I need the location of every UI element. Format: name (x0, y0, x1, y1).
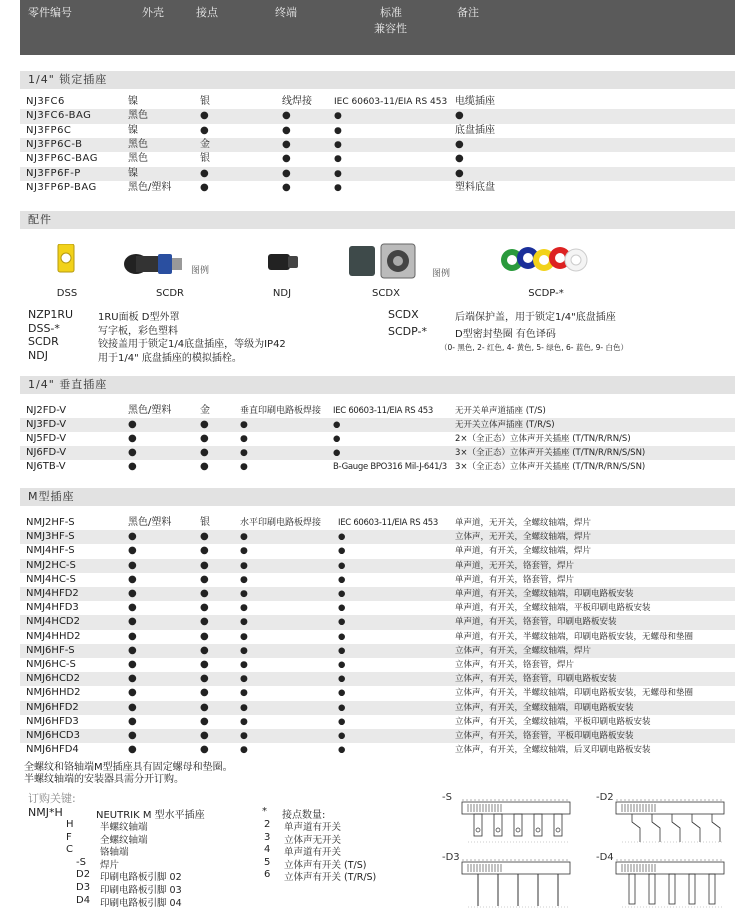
table-cell: NMJ6HFD3 (26, 715, 79, 727)
ndj-image (266, 250, 300, 274)
table-cell: ● (128, 531, 137, 543)
table-cell: NMJ6HFD2 (26, 701, 79, 713)
table-cell: 银 (200, 517, 210, 528)
table-cell: NMJ4HFD3 (26, 602, 79, 614)
accessory-desc: D型密封垫圈 有色译码 (455, 329, 556, 340)
table-cell: 无开关单声道插座 (T/S) (455, 406, 546, 416)
table-row (20, 559, 735, 573)
table-cell: ● (128, 433, 137, 444)
order-code-desc: 半螺纹轴端 (100, 822, 148, 833)
order-brand: NEUTRIK M 型水平插座 (96, 810, 205, 821)
table-row (20, 181, 735, 195)
header-shell: 外壳 (142, 6, 164, 19)
table-cell: ● (128, 730, 137, 741)
table-row (20, 404, 735, 418)
accessory-desc: 后端保护盖，用于锁定1/4"底盘插座 (455, 312, 616, 323)
table-row (20, 743, 735, 757)
section-title-accessories: 配件 (20, 211, 735, 229)
table-cell: ● (128, 447, 137, 458)
table-cell: ● (282, 153, 291, 165)
diagram-s (438, 792, 584, 850)
scdp-image (498, 244, 594, 278)
table-cell: 黑色 (128, 110, 148, 122)
diagram-label: -D2 (596, 792, 614, 803)
table-cell: NMJ6HCD3 (26, 730, 80, 741)
table-cell: ● (200, 701, 209, 713)
table-cell: 单声道，有开关，全螺纹轴端，平板印刷电路板安装 (455, 603, 651, 614)
order-code-desc: 印刷电路板引脚 03 (100, 885, 182, 896)
accessory-code: SCDR (28, 335, 59, 348)
table-cell: 镍 (128, 124, 138, 136)
m-type-note-1: 全螺纹和铬轴端M型插座具有固定螺母和垫圈。 (24, 762, 233, 773)
header-term: 终端 (275, 6, 297, 19)
order-code: D2 (76, 869, 91, 881)
table-cell: ● (128, 659, 137, 670)
contact-number: 5 (264, 856, 271, 868)
table-row (20, 672, 735, 686)
table-cell: ● (338, 546, 346, 557)
table-cell: ● (240, 674, 248, 685)
table-cell: ● (334, 111, 342, 122)
table-cell: NMJ4HF-S (26, 545, 75, 557)
table-cell: ● (338, 745, 346, 756)
table-cell: ● (240, 688, 248, 699)
table-cell: NJ3FP6C (26, 124, 72, 136)
table-cell: ● (200, 433, 209, 444)
accessory-desc: 写字板，彩色塑料 (98, 325, 178, 337)
table-cell: 立体声，无开关，全螺纹轴端，焊片 (455, 532, 592, 543)
scdr-label: SCDR (156, 288, 184, 299)
table-row (20, 124, 735, 138)
table-cell: 立体声，有开关，铬套管，焊片 (455, 660, 575, 670)
contact-number: 3 (264, 831, 271, 843)
accessory-code: NDJ (28, 348, 48, 362)
table-cell: 3×（全正态）立体声开关插座 (T/TN/R/RN/S/SN) (455, 448, 646, 458)
scdx-image (345, 242, 431, 280)
table-cell: NMJ6HHD2 (26, 687, 81, 699)
table-cell: ● (240, 617, 248, 628)
table-cell: ● (240, 434, 248, 444)
diagram-label: -D3 (442, 852, 460, 863)
table-cell: NMJ6HCD2 (26, 673, 80, 685)
table-row (20, 530, 735, 544)
terminal-drawing (438, 852, 584, 910)
table-cell: ● (240, 532, 248, 543)
table-cell: ● (240, 631, 248, 642)
table-cell: ● (338, 660, 346, 670)
table-row (20, 658, 735, 672)
table-cell: ● (128, 715, 137, 727)
table-cell: 单声道，无开关，全螺纹轴端，焊片 (455, 518, 592, 528)
table-cell: ● (200, 545, 209, 557)
scdx-caption: 图例 (432, 269, 451, 279)
table-cell: ● (240, 462, 248, 472)
table-cell: ● (128, 744, 137, 756)
m-type-note-2: 半螺纹轴端的安装器具需分开订购。 (24, 774, 184, 785)
header-std: 标准 (380, 6, 402, 19)
scdp-label: SCDP-* (528, 288, 564, 299)
table-cell: 镍 (128, 96, 138, 107)
accessory-code: SCDX (388, 308, 419, 321)
table-cell: ● (128, 573, 137, 585)
table-cell: NJ3FP6C-BAG (26, 153, 98, 165)
table-cell: 2×（全正态）立体声开关插座 (T/TN/R/RN/S) (455, 434, 631, 444)
table-row (20, 432, 735, 446)
table-cell: 单声道，有开关，半螺纹轴端，印刷电路板安装，无螺母和垫圈 (455, 631, 694, 642)
table-cell: ● (240, 731, 248, 741)
order-code-desc: 印刷电路板引脚 02 (100, 872, 182, 884)
table-cell: ● (334, 154, 342, 165)
table-cell: ● (200, 110, 209, 122)
terminal-drawing (592, 792, 738, 850)
table-cell: 银 (200, 96, 210, 107)
table-cell: ● (128, 545, 137, 557)
table-cell: 立体声，有开关，全螺纹轴端，后叉印刷电路板安装 (455, 745, 651, 756)
table-cell: ● (333, 448, 341, 458)
table-cell: 立体声，有开关，全螺纹轴端，平板印刷电路板安装 (455, 716, 651, 727)
table-cell: 黑色 (128, 138, 148, 150)
table-cell: 黑色 (128, 153, 148, 165)
table-cell: NMJ6HFD4 (26, 744, 79, 756)
accessory-code: SCDP-* (388, 325, 427, 338)
table-cell: ● (240, 574, 248, 585)
table-cell: ● (334, 139, 342, 150)
table-cell: ● (128, 419, 137, 430)
table-cell: B-Gauge BPO316 Mil-J-641/3 (333, 462, 447, 472)
order-code-desc: 铬轴端 (100, 847, 129, 859)
contact-desc: 立体声有开关 (T/R/S) (284, 872, 377, 884)
table-cell: ● (282, 110, 291, 122)
contact-number: 6 (264, 869, 271, 881)
table-cell: 金 (200, 405, 210, 416)
table-cell: ● (200, 630, 209, 642)
table-row (20, 573, 735, 587)
table-row (20, 715, 735, 729)
table-row (20, 544, 735, 558)
table-row (20, 446, 735, 460)
table-cell: ● (338, 688, 346, 699)
table-cell: ● (200, 573, 209, 585)
table-cell: ● (200, 673, 209, 685)
table-cell: 立体声，有开关，全螺纹轴端，焊片 (455, 645, 592, 656)
contact-desc: 单声道有开关 (284, 847, 342, 859)
table-cell: ● (338, 631, 346, 642)
diagram-d3 (438, 852, 584, 910)
table-cell: ● (338, 574, 346, 585)
scdr-caption: 图例 (191, 266, 210, 276)
table-cell: ● (455, 138, 464, 150)
table-cell: ● (200, 687, 209, 699)
table-cell: 水平印刷电路板焊接 (240, 518, 322, 528)
table-cell: NJ3FP6P-BAG (26, 181, 97, 193)
table-row (20, 701, 735, 715)
table-cell: ● (333, 420, 341, 430)
table-row (20, 418, 735, 432)
header-note: 备注 (457, 6, 479, 19)
table-cell: ● (200, 419, 209, 430)
table-cell: 电缆插座 (455, 96, 495, 107)
contacts-title: 接点数量: (282, 810, 326, 821)
table-cell: ● (240, 645, 248, 656)
table-cell: ● (338, 731, 346, 741)
table-row (20, 644, 735, 658)
table-cell: NMJ4HCD2 (26, 616, 80, 628)
table-cell: NJ3FC6 (26, 96, 65, 107)
table-cell: 底盘插座 (455, 124, 495, 136)
table-cell: ● (200, 167, 209, 179)
order-code: -S (76, 856, 86, 868)
table-row (20, 167, 735, 181)
table-cell: IEC 60603-11/EIA RS 453 (338, 518, 439, 528)
ndj-label: NDJ (272, 288, 292, 299)
table-cell: 塑料底盘 (455, 181, 495, 193)
table-cell: ● (282, 124, 291, 136)
table-cell: ● (128, 673, 137, 685)
table-cell: 单声道，无开关，铬套管，焊片 (455, 560, 575, 571)
color-codes-note: （0- 黑色, 2- 红色, 4- 黄色, 5- 绿色, 6- 蓝色, 9- 白色） (440, 343, 629, 352)
table-cell: NMJ4HHD2 (26, 630, 81, 642)
accessory-desc: 铰接盖用于锁定1/4底盘插座，等级为IP42 (98, 339, 286, 350)
table-cell: 线焊接 (282, 96, 312, 107)
diagram-label: -S (442, 792, 452, 803)
header-compat: 兼容性 (374, 22, 407, 35)
table-cell: 垂直印刷电路板焊接 (240, 406, 322, 416)
order-code: D3 (76, 882, 91, 893)
table-cell: 立体声，有开关，全螺纹轴端，印刷电路板安装 (455, 702, 634, 713)
table-cell: NJ3FD-V (26, 419, 67, 430)
terminal-drawing (592, 852, 738, 910)
table-cell: ● (334, 182, 342, 193)
table-row (20, 601, 735, 615)
table-cell: NJ5FD-V (26, 433, 67, 444)
table-cell: NMJ3HF-S (26, 531, 75, 543)
table-cell: ● (282, 181, 291, 193)
table-cell: ● (240, 716, 248, 727)
table-cell: NJ3FC6-BAG (26, 110, 92, 122)
order-code-desc: 印刷电路板引脚 04 (100, 897, 182, 909)
table-cell: ● (128, 602, 137, 614)
table-cell: ● (200, 531, 209, 543)
table-cell: ● (455, 153, 464, 165)
accessory-desc: 1RU面板 D型外罩 (98, 312, 180, 323)
table-cell: ● (338, 645, 346, 656)
order-prefix: NMJ*H (28, 806, 63, 819)
scdr-image (122, 246, 190, 278)
table-cell: ● (200, 447, 209, 458)
table-header (20, 0, 735, 55)
table-row (20, 109, 735, 123)
table-cell: ● (128, 461, 137, 472)
table-cell: ● (240, 589, 248, 599)
table-cell: ● (200, 659, 209, 670)
order-code: D4 (76, 894, 91, 906)
table-row (20, 587, 735, 601)
table-cell: ● (338, 702, 346, 713)
table-cell: ● (240, 603, 248, 614)
table-cell: ● (338, 532, 346, 543)
table-cell: ● (200, 602, 209, 614)
table-cell: ● (282, 167, 291, 179)
diagram-d2 (592, 792, 738, 850)
table-cell: ● (334, 168, 342, 179)
table-cell: ● (128, 559, 137, 571)
table-row (20, 95, 735, 109)
table-cell: 立体声，有开关，铬套管，平板印刷电路板安装 (455, 731, 634, 741)
table-cell: ● (128, 644, 137, 656)
contact-desc: 立体声有开关 (T/S) (284, 859, 367, 871)
diagram-label: -D4 (596, 852, 614, 863)
table-cell: NMJ2HC-S (26, 559, 76, 571)
table-cell: NMJ6HF-S (26, 644, 75, 656)
table-cell: NJ6TB-V (26, 461, 66, 472)
table-cell: ● (200, 559, 209, 571)
table-cell: ● (128, 687, 137, 699)
table-cell: 无开关立体声插座 (T/R/S) (455, 420, 555, 430)
table-cell: ● (200, 744, 209, 756)
table-cell: NJ3FP6C-B (26, 138, 83, 150)
table-cell: NJ2FD-V (26, 405, 67, 416)
order-code: H (66, 819, 74, 830)
accessory-code: NZP1RU (28, 308, 74, 321)
section-title-m-type: M型插座 (20, 488, 735, 506)
dss-image (52, 244, 82, 276)
contact-number: 4 (264, 844, 271, 856)
table-cell: 金 (200, 138, 210, 150)
table-cell: ● (200, 588, 209, 599)
table-cell: ● (200, 124, 209, 136)
table-cell: 黑色/塑料 (128, 405, 172, 416)
table-cell: ● (200, 644, 209, 656)
order-code-desc: 焊片 (100, 859, 120, 871)
table-cell: ● (455, 110, 464, 122)
order-key-title: 订购关键: (28, 792, 76, 805)
table-cell: ● (282, 138, 291, 150)
header-part: 零件编号 (28, 6, 72, 19)
table-cell: ● (240, 448, 248, 458)
table-cell: ● (338, 603, 346, 614)
table-row (20, 630, 735, 644)
accessory-code: DSS-* (28, 321, 60, 335)
diagram-d4 (592, 852, 738, 910)
section-title-locking: 1/4" 锁定插座 (20, 71, 735, 89)
table-row (20, 138, 735, 152)
table-cell: 镍 (128, 167, 138, 179)
table-cell: ● (200, 715, 209, 727)
table-cell: NMJ4HFD2 (26, 588, 79, 599)
table-cell: 3×（全正态）立体声开关插座 (T/TN/R/RN/S/SN) (455, 462, 646, 472)
table-cell: ● (455, 167, 464, 179)
table-row (20, 615, 735, 629)
table-cell: 黑色/塑料 (128, 517, 172, 528)
table-cell: 单声道，有开关，铬套管，印刷电路板安装 (455, 617, 617, 628)
table-row (20, 516, 735, 530)
contact-desc: 立体声无开关 (284, 834, 342, 846)
order-code-desc: 全螺纹轴端 (100, 834, 148, 846)
table-cell: ● (200, 181, 209, 193)
table-cell: IEC 60603-11/EIA RS 453 (334, 97, 448, 107)
table-cell: ● (338, 589, 346, 599)
order-code: C (66, 844, 73, 856)
table-cell: ● (338, 716, 346, 727)
accessory-desc: 用于1/4" 底盘插座的模拟插栓。 (98, 352, 242, 364)
table-cell: ● (128, 616, 137, 628)
table-cell: ● (200, 461, 209, 472)
header-contact: 接点 (196, 6, 218, 19)
table-cell: IEC 60603-11/EIA RS 453 (333, 406, 434, 416)
scdx-label: SCDX (372, 288, 400, 299)
table-cell: ● (240, 420, 248, 430)
table-cell: ● (240, 660, 248, 670)
table-cell: 单声道，有开关，铬套管，焊片 (455, 574, 575, 585)
table-cell: ● (128, 701, 137, 713)
table-cell: ● (240, 546, 248, 557)
table-cell: 立体声，有开关，半螺纹轴端，印刷电路板安装，无螺母和垫圈 (455, 688, 694, 699)
contact-desc: 单声道有开关 (284, 822, 342, 833)
table-row (20, 729, 735, 743)
table-cell: ● (128, 588, 137, 599)
table-cell: ● (200, 616, 209, 628)
table-cell: 黑色/塑料 (128, 181, 172, 193)
table-cell: NMJ4HC-S (26, 573, 76, 585)
table-cell: 单声道，有开关，全螺纹轴端，印刷电路板安装 (455, 589, 634, 599)
table-cell: 立体声，有开关，铬套管，印刷电路板安装 (455, 674, 617, 685)
table-row (20, 152, 735, 166)
table-cell: ● (240, 702, 248, 713)
table-cell: ● (128, 630, 137, 642)
order-code: F (66, 831, 72, 843)
table-cell: ● (338, 674, 346, 685)
table-row (20, 686, 735, 700)
table-cell: ● (240, 560, 248, 571)
order-star: * (262, 806, 267, 817)
table-cell: NJ3FP6F-P (26, 167, 81, 179)
table-cell: NMJ6HC-S (26, 659, 76, 670)
terminal-drawing (438, 792, 584, 850)
table-cell: 单声道，有开关，全螺纹轴端，焊片 (455, 546, 592, 557)
table-cell: ● (240, 745, 248, 756)
table-cell: 银 (200, 153, 210, 165)
dss-label: DSS (56, 288, 78, 299)
table-row (20, 460, 735, 474)
table-cell: NJ6FD-V (26, 447, 67, 458)
table-cell: ● (338, 617, 346, 628)
table-cell: ● (338, 560, 346, 571)
section-title-vertical: 1/4" 垂直插座 (20, 376, 735, 394)
table-cell: NMJ2HF-S (26, 517, 75, 528)
table-cell: ● (334, 125, 342, 136)
table-cell: ● (200, 730, 209, 741)
table-cell: ● (333, 434, 341, 444)
contact-number: 2 (264, 819, 271, 830)
